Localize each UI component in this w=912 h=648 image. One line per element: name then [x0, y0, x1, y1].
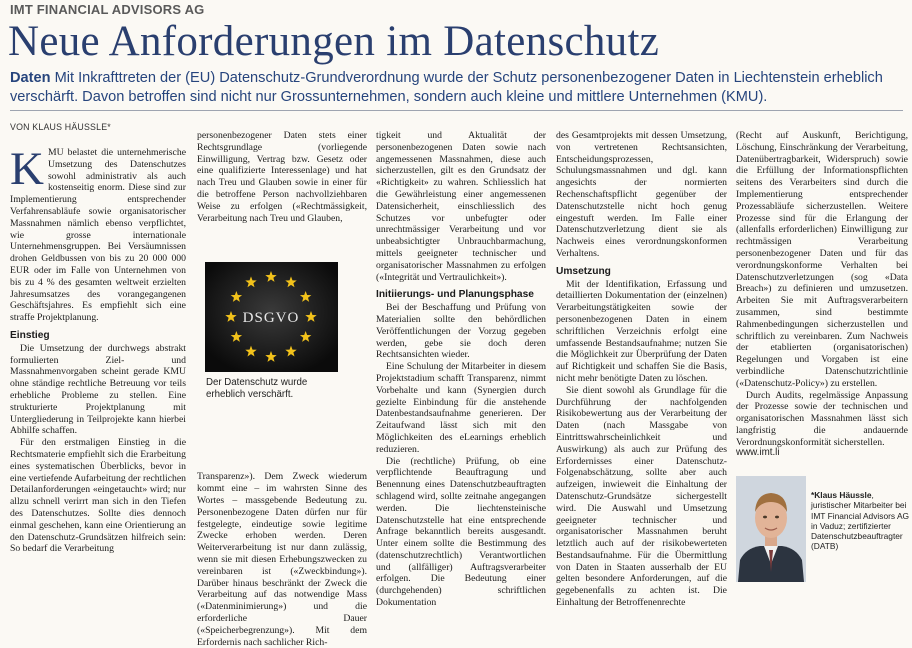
- byline: VON KLAUS HÄUSSLE*: [10, 122, 111, 132]
- intro-text: MU belastet die unternehmerische Umsetzung des Datenschutzes sowohl administrativ als auch kostenseitig enorm. Diese sind zur Implementierung entsprechender Verfahrensabläufe sowie organisatorischer Massnahmen nämlich ebenso verpflichtet, wie grosse internationale Unternehmensgruppen. Bei Versäumnissen drohen Geldbussen von bis zu 20 000 000 EUR oder im Falle von Unternehmen von bis zu 4 % des gesamten weltweit erzielten Jahresumsatzes des vorangegangenen Geschäftsjahres. Es empfiehlt sich eine straffe Projektplanung.: [10, 147, 186, 324]
- column-1: [10, 143, 186, 589]
- paragraph: Für den erstmaligen Einstieg in die Rechtsmaterie empfiehlt sich die Erarbeitung eines systematischen Überblicks, bevor in eine vertiefende Aufarbeitung der rechtlichen Detailanforderungen «eingetaucht» wird; nur allzu schnell verirrt man sich in den Tiefen des Datenschutzes. Sollte dies dennoch einmal geschehen, kann eine Orientierung an den Datenschutz-Grundsätzen hilfreich sein: So bedarf die Verarbeitung: [10, 437, 186, 555]
- paragraph: Die (rechtliche) Prüfung, ob eine verpflichtende Beauftragung und Benennung eines Datenschutzbeauftragten schlagend wird, sollte zeitnahe angegangen werden. Die liechtensteinische Datenschutzstelle hat eine entsprechende Anfrage bekanntlich bereits ausgesandt. Unter einem sollte die Bestimmung des (datenschutzrechtlich) Verantwortlichen und (allfälliger) Auftragsverarbeiter erfolgen. Die Bedeutung einer (durchgehenden) schriftlichen Dokumentation: [376, 455, 546, 609]
- author-name: *Klaus Häussle: [811, 490, 872, 500]
- column-3: [376, 130, 546, 609]
- paragraph: personenbezogener Daten stets einer Rechtsgrundlage (vorliegende Einwilligung, Vertrag bzw. Gesetz oder eine qualifizierte Interessenlage) und hat nach Treu und Glauben sowie in einer für die betroffene Person nachvollziehbaren Weise zu erfolgen («Rechtmässigkeit, Verarbeitung nach Treu und Glauben,: [197, 130, 367, 224]
- paragraph: Die Umsetzung der durchwegs abstrakt formulierten Ziel- und Massnahmenvorgaben scheint gerade KMU ohne ständige rechtliche Betreuung vor teils erhebliche Probleme zu stellen. Eine strukturierte Projektplanung mit Untergliederung in Teilprojekte kann hierbei Abhilfe schaffen.: [10, 342, 186, 437]
- drop-cap: K: [10, 143, 44, 195]
- author-bio-text: , juristischer Mitarbeiter bei IMT Financial Advisors AG in Vaduz; zertifizierter Datenschutzbeauftragter (DATB): [811, 490, 910, 552]
- eu-stars-icon: [205, 262, 338, 372]
- paragraph: (Recht auf Auskunft, Berichtigung, Löschung, Einschränkung der Verarbeitung, Datenübertragbarkeit, Widerspruch) sowie die Erfüllung der Informationspflichten seitens des Verarbeiters sind durch die Implementierung entsprechender Prozessabläufe sicherzustellen. Weitere Prozesse sind für die Erlangung der (allenfalls erforderlichen) Einwilligung zur rechtmässigen Verarbeitung personenbezogener Daten und für das verordnungskonforme Verhalten bei Datenschutzverletzungen (sog «Data Breach») zu definieren und umzusetzen. Arbeiten Sie mit Auftragsverarbeitern zusammen, sind bestimmte Rahmenbedingungen sicherzustellen und schriftlich zu vereinbaren. Zum Nachweis der etablierten (organisatorischen) Regelungen und Vorgaben ist eine verbindliche Datenschutzrichtlinie («Datenschutz-Policy») zu erstellen.: [736, 130, 908, 389]
- author-portrait-icon: [736, 476, 806, 582]
- paragraph: Mit der Identifikation, Erfassung und detaillierten Dokumentation der (einzelnen) Verarbeitungstätigkeiten sowie der personenbezogenen Daten in einem schriftlichen Verzeichnis erfolgt eine umfassende Bestandsaufnahme; nutzen Sie die Möglichkeit zur Überprüfung der Daten auf Richtigkeit und schaffen Sie die Basis, nicht mehr benötigte Daten zu löschen.: [556, 278, 727, 384]
- dsgvo-label: DSGVO: [242, 310, 300, 326]
- website-link[interactable]: www.imt.li: [736, 447, 780, 458]
- paragraph: tigkeit und Aktualität der personenbezogenen Daten sowie nach angemessenen Massnahmen, diese auch sicherzustellen, gilt es den Grundsatz der «Richtigkeit» zu wahren. Schliesslich hat die Gewährleistung einer angemessenen Datensicherheit, einschliesslich des Schutzes vor unbefugter oder unrechtmässiger Verarbeitung und vor unbeabsichtigter Unbrauchbarmachung, mittels geeigneter technischer und organisatorischer Massnahmen zu erfolgen («Integrität und Vertraulichkeit»).: [376, 130, 546, 283]
- paragraph: Transparenz»). Dem Zweck wiederum kommt eine – im wahrsten Sinne des Wortes – massgebende Bedeutung zu. Personenbezogene Daten dürfen nur für festgelegte, eindeutige sowie legitime Zwecke erhoben werden. Deren Weiterverarbeitung ist nur dann zulässig, wenn sie mit diesen Erhebungszwecken zu vereinbaren ist («Zweckbindung»). Darüber hinaus beschränkt der Zweck die Verarbeitung auf das notwendige Mass («Datenminimierung») und die erforderliche Dauer («Speicherbegrenzung»). Mit dem Erfordernis nach sachlicher Rich-: [197, 471, 367, 648]
- paragraph: Eine Schulung der Mitarbeiter in diesem Projektstadium schafft Transparenz, nimmt Vorbehalte und kann (Synergien durch gezielte Einbindung für die anstehende Datenbestandsaufnahme generieren. Der Zeitaufwand lässt sich mit den Möglichkeiten des eLearnings erheblich reduzieren.: [376, 361, 546, 455]
- header-rule: [10, 110, 903, 111]
- paragraph: des Gesamtprojekts mit dessen Umsetzung, von vertretenen Rechtsansichten, Entscheidungsprozessen, Schulungsmassnahmen und dgl. kann angesichts der normierten Rechenschaftspflicht gegenüber der Datenschutzstelle nicht hoch genug eingestuft werden. Im Falle einer Datenschutzverletzung dient sie als Nachweis eines verordnungskonformen Verhaltens.: [556, 130, 727, 259]
- heading-einstieg: Einstieg: [10, 329, 50, 341]
- lead-paragraph: [10, 69, 905, 106]
- column-5: [736, 130, 908, 470]
- lead-text: Mit Inkrafttreten der (EU) Datenschutz-Grundverordnung wurde der Schutz personenbezogener Daten in Liechtenstein erheblich verschärft. Davon betroffen sind nicht nur Grossunternehmen, sondern auch kleine und mittlere Unternehmen (KMU).: [10, 70, 883, 105]
- photo-caption: Der Datenschutz wurde erheblich verschärft.: [206, 377, 308, 400]
- paragraph: Sie dient sowohl als Grundlage für die Durchführung der nachfolgenden Risikobewertung aus der Verarbeitung der Daten (nach Massgabe von Eintrittswahrscheinlichkeit und Auswirkung) als auch zur Prüfung des Erfordernisses einer Datenschutz-Folgenabschätzung, sollte aber auch aufzeigen, inwieweit die Einhaltung der Datenschutz-Grundsätze sichergestellt wird. Die Auswahl und Umsetzung geeigneter technischer und organisatorischer Massnahmen beruht letztlich auch auf der risikobewerteten Bestandsaufnahme. Für die Übermittlung von Daten in Staaten ausserhalb der EU gelten besondere Anforderungen, auf die gegebenenfalls zu achten ist. Die Einhaltung der Betroffenenrechte: [556, 384, 727, 609]
- author-bio: [811, 490, 911, 552]
- kicker: IMT FINANCIAL ADVISORS AG: [10, 2, 205, 17]
- heading-initiierung: Initiierungs- und Planungsphase: [376, 289, 534, 301]
- intro-paragraph: [10, 143, 186, 324]
- headline: Neue Anforderungen im Datenschutz: [8, 18, 660, 65]
- paragraph: Durch Audits, regelmässige Anpassung der Prozesse sowie der technischen und organisatorischen Massnahmen lässt sich langfristig die andauernde Verordnungskonformität sicherstellen.: [736, 389, 908, 448]
- lead-label: Daten: [10, 70, 51, 86]
- heading-umsetzung: Umsetzung: [556, 265, 611, 277]
- dsgvo-photo: [205, 262, 338, 372]
- paragraph: Bei der Beschaffung und Prüfung von Materialien sollte den behördlichen Veröffentlichungen der Vorzug gegeben werden, gebe sie doch deren Rechtsansichten wieder.: [376, 302, 546, 361]
- column-4: [556, 130, 727, 609]
- author-portrait: [736, 476, 806, 582]
